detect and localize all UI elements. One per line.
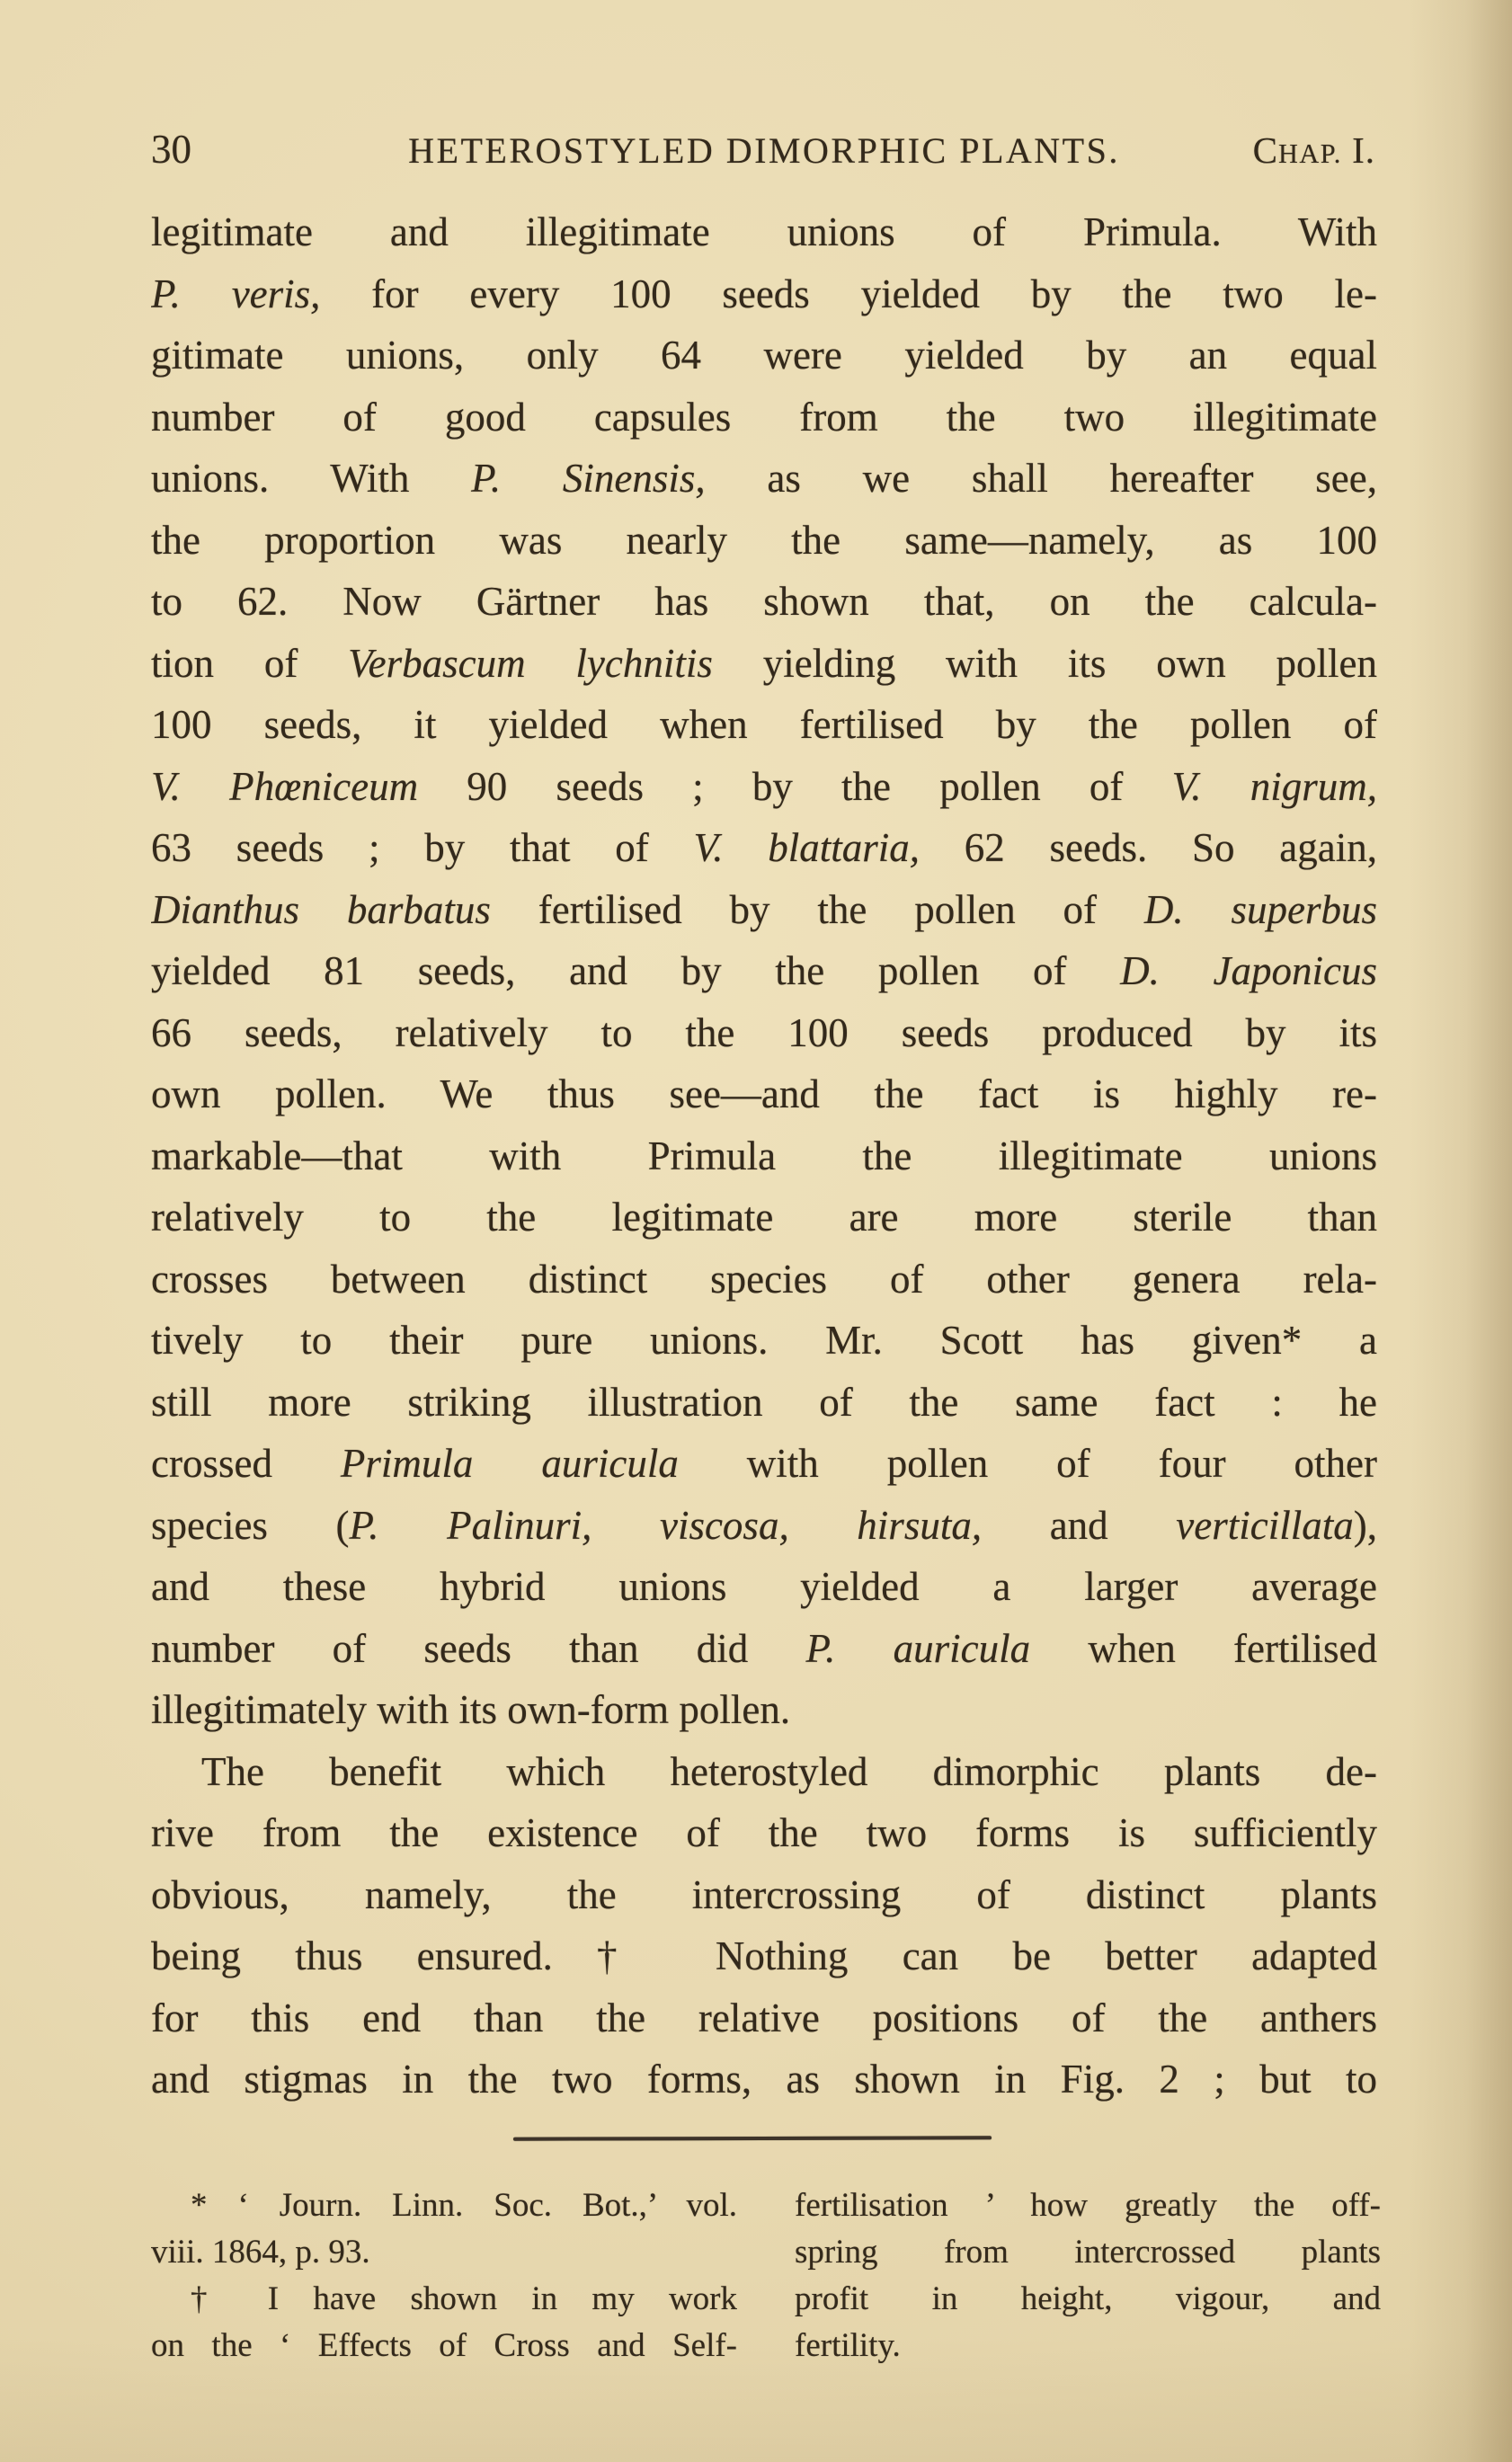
text-run: 62 seeds. So again, — [920, 825, 1377, 870]
text-run: fertilised by the pollen of — [490, 886, 1144, 932]
text-line — [795, 2323, 1381, 2369]
text-run: yielding with its own pollen — [712, 640, 1377, 686]
text-line — [151, 510, 1377, 572]
text-line — [151, 633, 1377, 695]
text-run: 100 seeds, it yielded when fertilised by the pollen of — [151, 702, 1377, 747]
text-run: tively to their pure unions. Mr. Scott has given* a — [151, 1318, 1377, 1363]
text-run: viii. 1864, p. 93. — [151, 2234, 370, 2271]
species-name-italic: P. Palinuri, viscosa, hirsuta, — [349, 1502, 983, 1548]
text-run: fertilisation ’ how greatly the off- — [795, 2187, 1381, 2224]
text-line — [151, 1063, 1377, 1125]
text-run: crosses between distinct species of other genera rela- — [151, 1256, 1377, 1302]
text-run: † I have shown in my work — [191, 2280, 737, 2317]
text-line — [795, 2229, 1381, 2276]
text-run: 90 seeds ; by the pollen of — [418, 763, 1172, 809]
text-run: for every 100 seeds yielded by the two le- — [320, 271, 1377, 316]
text-run: spring from intercrossed plants — [795, 2234, 1381, 2271]
text-line — [151, 2182, 737, 2229]
text-line — [151, 1864, 1377, 1926]
text-run: species ( — [151, 1502, 350, 1548]
text-run: I. — [1341, 129, 1375, 171]
species-name-italic: P. veris, — [151, 271, 321, 316]
text-line — [151, 1310, 1377, 1372]
text-run: markable—that with Primula the illegitimate unions — [151, 1133, 1377, 1178]
text-run: on the ‘ Effects of Cross and Self- — [151, 2327, 737, 2364]
text-run: own pollen. We thus see—and the fact is highly re- — [151, 1071, 1377, 1116]
text-run: number of good capsules from the two illegitimate — [151, 394, 1377, 440]
text-line — [151, 1433, 1377, 1495]
chapter-label — [1253, 129, 1375, 172]
text-line — [151, 1556, 1377, 1618]
text-run: relatively to the legitimate are more sterile than — [151, 1195, 1377, 1240]
text-run: being thus ensured.† Nothing can be better adapted — [151, 1933, 1377, 1978]
text-line — [151, 324, 1377, 387]
species-name-italic: Dianthus barbatus — [151, 886, 491, 932]
text-run: legitimate and illegitimate unions of Primula. With — [151, 209, 1377, 254]
text-line — [151, 1618, 1377, 1680]
text-line — [151, 879, 1377, 941]
running-header — [151, 126, 1377, 180]
text-run: as we shall hereafter see, — [705, 456, 1377, 501]
text-line — [151, 201, 1377, 263]
body-text — [151, 201, 1377, 2111]
text-run: number of seeds than did — [151, 1625, 806, 1671]
text-run: profit in height, vigour, and — [795, 2280, 1381, 2317]
text-run: gitimate unions, only 64 were yielded by an equal — [151, 333, 1377, 378]
text-run: The benefit which heterostyled dimorphic plants de- — [201, 1748, 1377, 1794]
text-run: illegitimately with its own-form pollen. — [151, 1687, 791, 1732]
footnote-left-column — [151, 2182, 737, 2369]
text-run: obvious, namely, the intercrossing of distinct plants — [151, 1871, 1377, 1917]
text-line — [151, 1987, 1377, 2049]
text-run: tion of — [151, 640, 349, 686]
text-run: the proportion was nearly the same—namely, as 100 — [151, 517, 1377, 563]
page-number: 30 — [151, 127, 191, 172]
text-run: crossed — [151, 1441, 341, 1486]
text-run: to 62. Now Gärtner has shown that, on the calcula- — [151, 579, 1377, 624]
footnote-right-column — [795, 2182, 1381, 2369]
text-line — [151, 571, 1377, 633]
text-run: fertility. — [795, 2327, 901, 2364]
species-name-italic: V. nigrum, — [1171, 763, 1377, 809]
text-line — [151, 694, 1377, 756]
text-line — [151, 940, 1377, 1002]
text-run: with pollen of four other — [678, 1441, 1377, 1486]
species-name-italic: verticillata — [1176, 1502, 1354, 1548]
species-name-italic: P. auricula — [805, 1625, 1031, 1671]
text-run: 63 seeds ; by that of — [151, 825, 694, 870]
text-line — [151, 1679, 1377, 1741]
text-line — [151, 2276, 737, 2323]
text-run: * ‘ Journ. Linn. Soc. Bot.,’ vol. — [191, 2187, 737, 2224]
text-run: HAP. — [1277, 138, 1342, 169]
species-name-italic: P. Sinensis, — [471, 456, 706, 501]
text-line — [151, 817, 1377, 879]
text-run: rive from the existence of the two forms is sufficiently — [151, 1810, 1377, 1855]
text-run: and stigmas in the two forms, as shown in Fig. 2 ; but to — [151, 2057, 1377, 2102]
text-run: when fertilised — [1030, 1625, 1377, 1671]
text-line — [151, 1802, 1377, 1864]
text-run: for this end than the relative positions of the anthers — [151, 1995, 1377, 2040]
text-line — [151, 2049, 1377, 2111]
running-header-title: HETEROSTYLED DIMORPHIC PLANTS. — [408, 130, 1120, 171]
text-line — [151, 263, 1377, 325]
species-name-italic: Primula auricula — [340, 1441, 679, 1486]
text-line — [795, 2182, 1381, 2229]
text-run: ), — [1353, 1502, 1377, 1548]
text-line — [151, 1249, 1377, 1311]
text-line — [151, 1002, 1377, 1064]
text-line — [151, 1925, 1377, 1987]
text-line — [151, 387, 1377, 449]
text-run: C — [1252, 129, 1278, 171]
text-run: and these hybrid unions yielded a larger average — [151, 1564, 1377, 1609]
text-run: and — [982, 1502, 1177, 1548]
text-line — [151, 448, 1377, 510]
text-line — [151, 1125, 1377, 1187]
text-run: unions. With — [151, 456, 472, 501]
text-line — [151, 1372, 1377, 1434]
text-line — [795, 2276, 1381, 2323]
text-line — [151, 2323, 737, 2369]
text-line — [151, 756, 1377, 818]
species-name-italic: D. Japonicus — [1120, 948, 1377, 993]
text-run: yielded 81 seeds, and by the pollen of — [151, 948, 1121, 993]
text-line — [151, 2229, 737, 2276]
text-line — [151, 1495, 1377, 1557]
footnote-separator — [513, 2136, 992, 2140]
text-run: 66 seeds, relatively to the 100 seeds produced by its — [151, 1009, 1377, 1055]
text-run: still more striking illustration of the same fact : he — [151, 1379, 1377, 1425]
species-name-italic: V. Phœniceum — [151, 763, 419, 809]
text-line — [151, 1187, 1377, 1249]
text-line — [151, 1741, 1377, 1803]
species-name-italic: V. blattaria, — [693, 825, 920, 870]
species-name-italic: D. superbus — [1143, 886, 1377, 932]
species-name-italic: Verbascum lychnitis — [348, 640, 713, 686]
